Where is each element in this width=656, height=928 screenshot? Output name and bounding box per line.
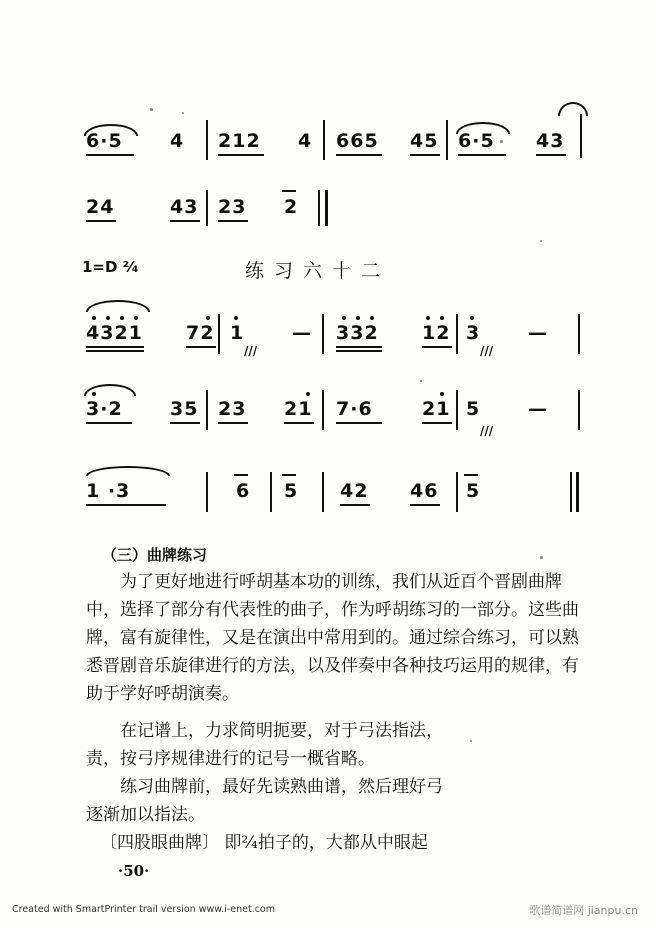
bar-line: [218, 314, 220, 354]
note-group: 42: [340, 480, 369, 502]
section-title: （三）曲牌练习: [102, 546, 208, 564]
bar-line: [446, 120, 448, 160]
beam: [422, 346, 452, 348]
beam: [536, 154, 566, 156]
note-group: 5: [284, 480, 299, 502]
bar-line: [270, 472, 272, 512]
scan-speck: [540, 556, 543, 559]
octave-dot: [134, 316, 138, 320]
bar-line: [580, 114, 582, 158]
note-group: 6: [236, 480, 251, 502]
note-group: 4321: [86, 322, 143, 344]
octave-dot: [440, 392, 444, 396]
note-group: 24: [86, 196, 115, 218]
note-group: 4: [298, 130, 313, 152]
beam: [410, 504, 440, 506]
note-group: 1 ·3: [86, 480, 131, 502]
paragraph-3-line-2: 逐渐加以指法。: [86, 805, 205, 825]
exercise-title: 练习六十二: [245, 260, 391, 282]
note-group: 43: [170, 196, 199, 218]
note-group: 35: [170, 398, 199, 420]
beam: [86, 422, 132, 424]
note-group: 21: [284, 398, 313, 420]
scan-speck: [182, 112, 184, 114]
beam: [458, 154, 506, 156]
final-bar-line: [570, 472, 572, 512]
tie: [282, 190, 296, 192]
octave-dot: [440, 316, 444, 320]
octave-dot: [92, 316, 96, 320]
tremolo-mark: ///: [244, 344, 258, 358]
octave-dot: [306, 392, 310, 396]
note-group: 72: [186, 322, 215, 344]
note-group: 3·2: [86, 398, 123, 420]
octave-dot: [106, 316, 110, 320]
scan-speck: [470, 740, 472, 742]
paragraph-2-line-1: 在记谱上，力求简明扼要，对于弓法指法，: [120, 721, 443, 741]
beam: [218, 154, 264, 156]
note-group: 332: [336, 322, 379, 344]
bar-line: [322, 314, 324, 354]
tremolo-mark: ///: [480, 344, 494, 358]
bar-line: [456, 390, 458, 430]
note-group: 3: [466, 322, 481, 344]
paragraph-3-line-1: 练习曲牌前，最好先读熟曲谱，然后理好弓: [120, 777, 443, 797]
note-group: 2: [284, 196, 299, 218]
scan-speck: [420, 380, 422, 382]
score-row-2: [0, 186, 656, 246]
beam: [170, 220, 200, 222]
tie: [234, 474, 248, 476]
note-group: 43: [536, 130, 565, 152]
beam: [86, 220, 116, 222]
octave-dot: [470, 316, 474, 320]
beam: [186, 346, 216, 348]
note-group: 665: [336, 130, 379, 152]
octave-dot: [370, 316, 374, 320]
bar-line: [322, 472, 324, 512]
bar-line: [323, 120, 325, 160]
score-row-5: [0, 470, 656, 530]
tie: [282, 474, 296, 476]
bar-line: [206, 120, 208, 160]
bar-line: [578, 314, 580, 354]
scan-speck: [150, 108, 153, 111]
final-bar-line: [325, 190, 328, 226]
beam: [170, 422, 200, 424]
scan-speck: [540, 240, 542, 242]
note-group: 7·6: [336, 398, 373, 420]
slur: [86, 466, 170, 476]
slur: [86, 300, 150, 312]
beam: [218, 220, 248, 222]
watermark: 歌谱简谱网 jianpu.cn: [529, 904, 638, 917]
beam: [284, 422, 314, 424]
bar-line: [206, 190, 208, 226]
beam: [86, 350, 144, 352]
beam: [340, 504, 370, 506]
octave-dot: [92, 392, 96, 396]
note-group: 4: [170, 130, 185, 152]
note-group: 6·5: [86, 130, 123, 152]
beam: [336, 346, 382, 348]
final-bar-line: [576, 472, 579, 512]
bar-line: [456, 314, 458, 354]
paragraph-1: 为了更好地进行呼胡基本功的训练，我们从近百个晋剧曲牌中，选择了部分有代表性的曲子，作为呼胡练习的一部分。这些曲牌，富有旋律性，又是在演出中常用到的。通过综合练习，可以熟悉晋剧音乐旋律进行的方法，以及伴奏中各种技巧运用的规律，有助于学好呼胡演奏。: [86, 572, 579, 704]
octave-dot: [342, 316, 346, 320]
tremolo-mark: ///: [480, 424, 494, 438]
score-row-3: [0, 312, 656, 372]
bar-line: [578, 390, 580, 430]
note-group: 5: [466, 398, 481, 420]
beam: [336, 350, 382, 352]
bar-line: [456, 472, 458, 512]
note-group: 212: [218, 130, 261, 152]
beam: [336, 154, 382, 156]
note-group: 45: [410, 130, 439, 152]
octave-dot: [356, 316, 360, 320]
octave-dot: [426, 316, 430, 320]
octave-dot: [234, 316, 238, 320]
paragraph-4: 〔四股眼曲牌〕 即²⁄₄拍子的，大都从中眼起: [100, 833, 428, 853]
note-group: 46: [410, 480, 439, 502]
slur: [558, 102, 588, 116]
octave-dot: [206, 316, 210, 320]
bar-line: [206, 390, 208, 430]
note-group: 5: [466, 480, 481, 502]
final-bar-line: [318, 190, 320, 226]
beam: [218, 422, 248, 424]
note-group: 12: [422, 322, 451, 344]
page-number: ·50·: [118, 862, 150, 880]
note-group: —: [292, 322, 312, 344]
note-group: —: [528, 322, 548, 344]
beam: [336, 422, 382, 424]
bar-line: [206, 472, 208, 512]
scan-speck: [500, 140, 503, 143]
beam: [86, 346, 144, 348]
tie: [464, 474, 478, 476]
bar-line: [322, 390, 324, 430]
beam: [422, 422, 452, 424]
score-row-1: [0, 120, 656, 180]
footer-text: Created with SmartPrinter trail version www.i-enet.com: [12, 904, 275, 915]
key-signature: 1=D ²⁄₄: [82, 258, 139, 276]
paragraph-2-line-2: 责，按弓序规律进行的记号一概省略。: [86, 749, 375, 769]
note-group: 1: [230, 322, 245, 344]
note-group: 21: [422, 398, 451, 420]
beam: [86, 154, 134, 156]
beam: [410, 154, 440, 156]
score-row-4: [0, 388, 656, 448]
note-group: 23: [218, 398, 247, 420]
note-group: —: [528, 398, 548, 420]
octave-dot: [120, 316, 124, 320]
beam: [86, 504, 166, 506]
note-group: 23: [218, 196, 247, 218]
note-group: 6·5: [458, 130, 495, 152]
